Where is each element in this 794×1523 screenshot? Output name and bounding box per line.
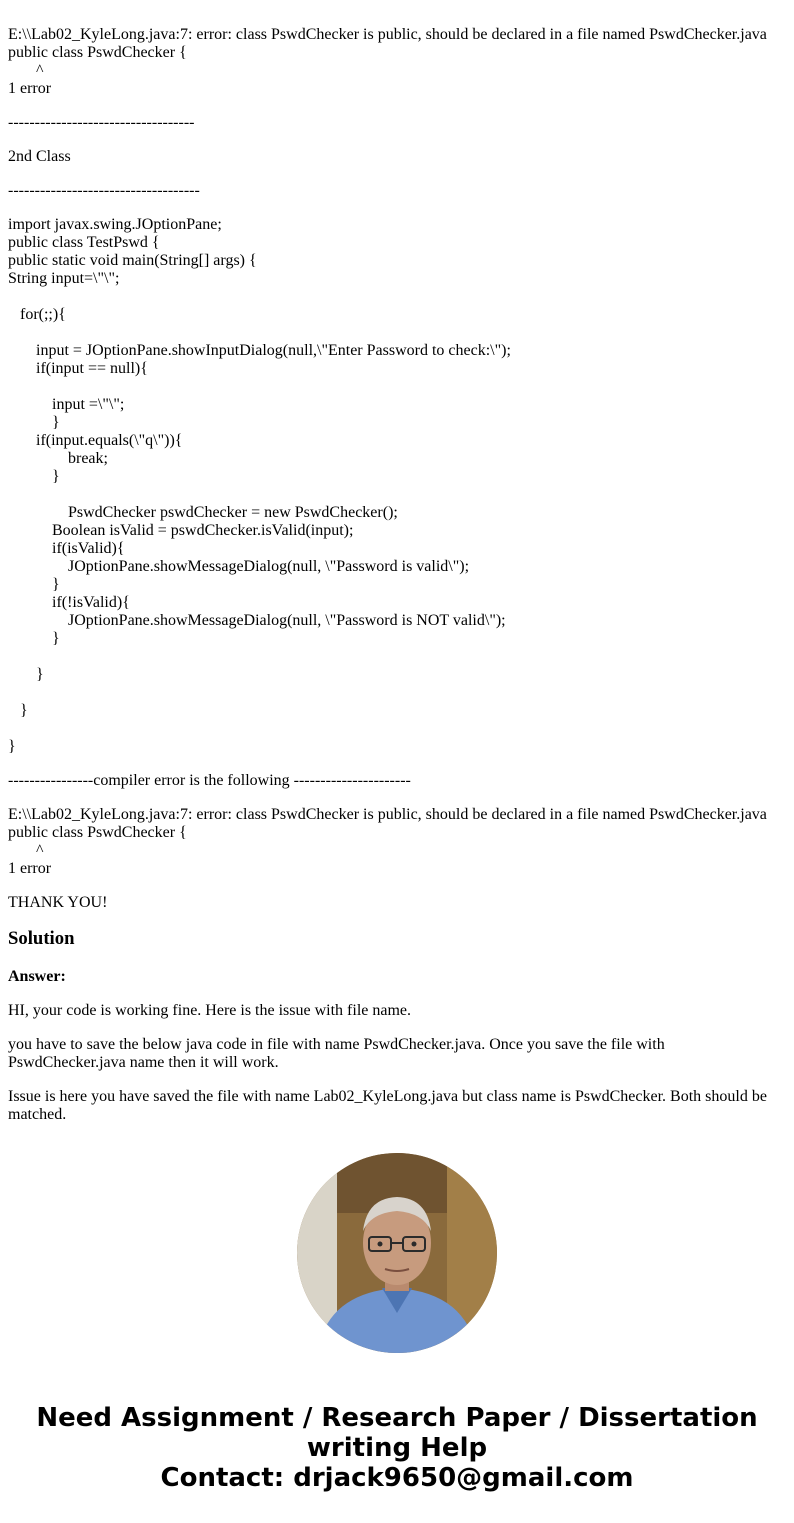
error-line: 1 error — [8, 860, 52, 877]
code-line: } — [8, 738, 16, 755]
code-line: input = JOptionPane.showInputDialog(null,\"Enter Password to check:\"); — [8, 342, 511, 359]
error-line: public class PswdChecker { — [8, 44, 187, 61]
error-block-1 — [8, 26, 786, 98]
code-line: } — [8, 630, 60, 647]
code-line: String input=\"\"; — [8, 270, 120, 287]
code-line: if(input == null){ — [8, 360, 148, 377]
code-line — [8, 720, 786, 738]
code-line — [8, 684, 786, 702]
error-line: ^ — [8, 842, 44, 859]
code-line: if(input.equals(\"q\")){ — [8, 432, 183, 449]
divider: ----------------------------------- — [8, 114, 195, 131]
error-line: public class PswdChecker { — [8, 824, 187, 841]
second-class-label: 2nd Class — [8, 148, 71, 165]
code-line: JOptionPane.showMessageDialog(null, \"Password is valid\"); — [8, 558, 470, 575]
solution-paragraph: HI, your code is working fine. Here is the issue with file name. — [8, 1002, 412, 1019]
error-line: E:\\Lab02_KyleLong.java:7: error: class PswdChecker is public, should be declared in a file named PswdChecker.java — [8, 806, 767, 823]
error-line: E:\\Lab02_KyleLong.java:7: error: class PswdChecker is public, should be declared in a file named PswdChecker.java — [8, 26, 767, 43]
author-avatar — [297, 1153, 497, 1353]
code-line: for(;;){ — [8, 306, 66, 323]
code-line: } — [8, 666, 44, 683]
code-line: if(isValid){ — [8, 540, 125, 557]
code-block — [8, 216, 786, 756]
code-line — [8, 648, 786, 666]
code-line: public static void main(String[] args) { — [8, 252, 257, 269]
code-line: } — [8, 468, 60, 485]
top-partial-line — [8, 0, 786, 10]
code-line — [8, 324, 786, 342]
code-line: Boolean isValid = pswdChecker.isValid(input); — [8, 522, 354, 539]
error-line: ^ — [8, 62, 44, 79]
code-line — [8, 288, 786, 306]
thank-you-text: THANK YOU! — [8, 894, 108, 911]
solution-paragraph: Issue is here you have saved the file with name Lab02_KyleLong.java but class name is PswdChecker. Both should be matched. — [8, 1088, 767, 1123]
code-line: PswdChecker pswdChecker = new PswdChecker(); — [8, 504, 398, 521]
code-line: break; — [8, 450, 108, 467]
code-line: } — [8, 414, 60, 431]
solution-heading: Solution — [8, 928, 75, 949]
code-line: if(!isValid){ — [8, 594, 130, 611]
document-content — [8, 0, 786, 1140]
compiler-error-header: ----------------compiler error is the following ---------------------- — [8, 772, 411, 789]
error-block-2 — [8, 806, 786, 878]
promo-banner — [0, 1403, 794, 1493]
promo-line: writing Help — [306, 1433, 488, 1463]
code-line — [8, 378, 786, 396]
divider: ------------------------------------ — [8, 182, 200, 199]
answer-label: Answer: — [8, 968, 66, 985]
promo-line: Need Assignment / Research Paper / Dissertation — [36, 1403, 758, 1433]
code-line — [8, 486, 786, 504]
code-line: import javax.swing.JOptionPane; — [8, 216, 222, 233]
code-line: } — [8, 576, 60, 593]
error-line: 1 error — [8, 80, 52, 97]
code-line: } — [8, 702, 28, 719]
code-line: public class TestPswd { — [8, 234, 160, 251]
code-line: input =\"\"; — [8, 396, 125, 413]
avatar-portrait-icon — [297, 1153, 497, 1353]
code-line: JOptionPane.showMessageDialog(null, \"Password is NOT valid\"); — [8, 612, 506, 629]
promo-contact: Contact: drjack9650@gmail.com — [160, 1463, 634, 1493]
solution-paragraph: you have to save the below java code in file with name PswdChecker.java. Once you save the file with PswdChecker.java name then it will work. — [8, 1036, 665, 1071]
